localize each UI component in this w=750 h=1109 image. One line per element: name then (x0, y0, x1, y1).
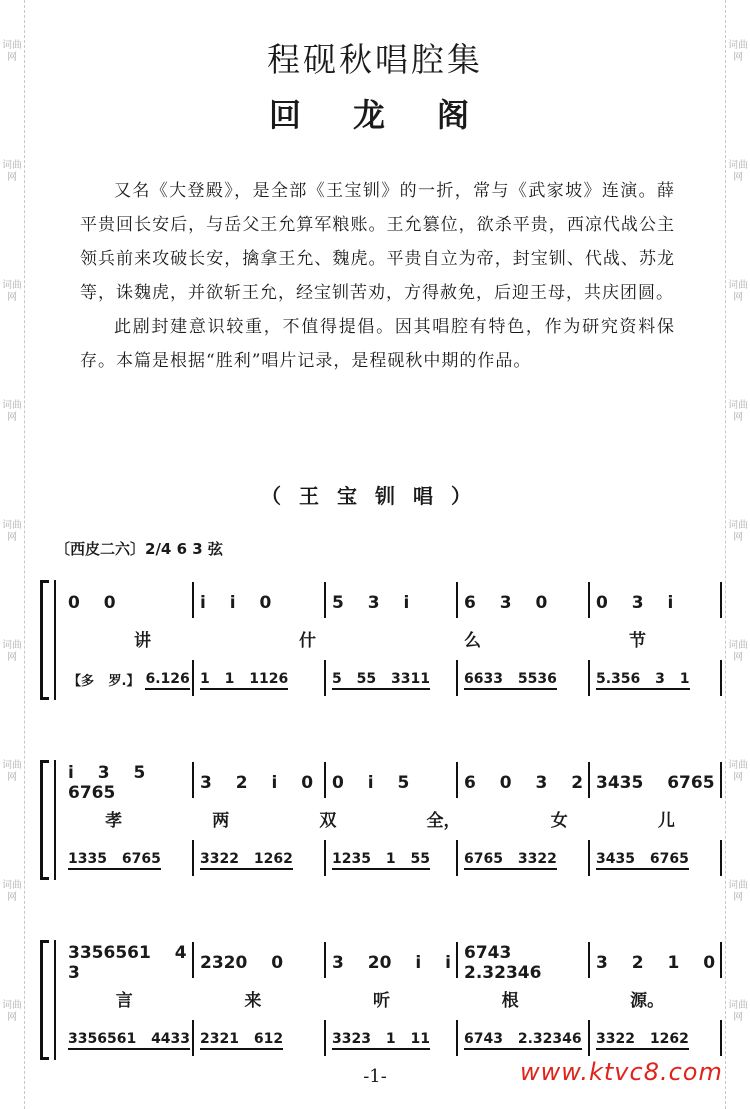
accompaniment-measure (588, 846, 720, 874)
accompaniment-notes: 6765 3322 (464, 851, 557, 870)
barline (720, 582, 722, 618)
melody-measure: 3 2 1 0 (596, 953, 716, 973)
page-title: 程砚秋唱腔集 (267, 40, 483, 79)
margin-mark: 词曲网 (728, 40, 748, 63)
melody-measure: i i 0 (200, 593, 272, 613)
accompaniment-notes: 5.356 3 1 (596, 671, 690, 690)
watermark: www.ktvc8.com (520, 1058, 723, 1086)
lyric-char: 儿 (657, 811, 675, 831)
accompaniment-measure (60, 1026, 192, 1054)
melody-measure: 5 3 i (332, 593, 410, 613)
melody-measure: 0 0 (68, 593, 116, 613)
lyric-char: 么 (464, 631, 481, 651)
accompaniment-notes: 2321 612 (200, 1031, 283, 1050)
lyric-char: 根 (501, 991, 519, 1011)
accompaniment-row (60, 1026, 720, 1054)
melody-measure: 6743 2.32346 (464, 943, 542, 983)
accompaniment-notes: 1235 1 55 (332, 851, 430, 870)
margin-mark: 词曲网 (2, 520, 22, 543)
system-inner-line (54, 760, 56, 880)
accompaniment-row (60, 666, 720, 694)
margin-mark: 词曲网 (728, 640, 748, 663)
margin-mark: 词曲网 (2, 400, 22, 423)
margin-mark: 词曲网 (2, 760, 22, 783)
melody-measure: 3 2 i 0 (200, 773, 314, 793)
lyric-char: 女 (550, 811, 568, 831)
accompaniment-notes: 3322 1262 (200, 851, 293, 870)
accompaniment-measure (192, 666, 324, 694)
accompaniment-notes: 1 1 1126 (200, 671, 288, 690)
margin-mark: 词曲网 (2, 1000, 22, 1023)
accompaniment-notes: 3322 1262 (596, 1031, 689, 1050)
accompaniment-notes: 6743 2.32346 (464, 1031, 582, 1050)
melody-row (60, 588, 720, 618)
lyric-char: 什 (299, 631, 316, 651)
lyric-char: 来 (244, 991, 262, 1011)
melody-measure: i 3 5 6765 (68, 763, 146, 803)
melody-measure: 3435 6765 (596, 773, 715, 793)
melody-row (60, 943, 720, 983)
score-system (40, 580, 720, 700)
lyric-row (60, 986, 720, 1012)
accompaniment-measure (456, 1026, 588, 1054)
right-margin-strip (725, 0, 750, 1109)
tempo-marking: 〔西皮二六〕2/4 6 3 弦 (55, 540, 223, 558)
score-system (40, 940, 720, 1060)
accompaniment-notes: 6.126 (145, 671, 189, 690)
accompaniment-measure (60, 846, 192, 874)
accompaniment-measure (456, 666, 588, 694)
system-bracket (40, 580, 49, 700)
piece-title: 回龙阁 (268, 96, 521, 134)
lyric-row (60, 626, 720, 652)
margin-mark: 词曲网 (728, 520, 748, 543)
margin-mark: 词曲网 (2, 40, 22, 63)
lyric-char: 双 (319, 811, 337, 831)
system-bracket (40, 760, 49, 880)
lyric-char: 源。 (630, 991, 665, 1011)
lyric-char: 听 (372, 991, 390, 1011)
margin-mark: 词曲网 (728, 400, 748, 423)
accompaniment-notes: 6633 5536 (464, 671, 557, 690)
score-system (40, 760, 720, 880)
margin-mark: 词曲网 (2, 160, 22, 183)
margin-mark: 词曲网 (2, 640, 22, 663)
melody-measure: 6 3 0 (464, 593, 548, 613)
margin-mark: 词曲网 (2, 280, 22, 303)
barline (720, 840, 722, 876)
margin-mark: 词曲网 (728, 280, 748, 303)
barline (720, 942, 722, 978)
lyric-char: 两 (212, 811, 230, 831)
melody-measure: 6 0 3 2 (464, 773, 584, 793)
lyric-char: 全， (426, 811, 461, 831)
barline (720, 762, 722, 798)
accompaniment-notes: 1335 6765 (68, 851, 161, 870)
melody-measure: 2320 0 (200, 953, 284, 973)
accompaniment-measure (324, 846, 456, 874)
lyric-row (60, 806, 720, 832)
melody-measure: 0 3 i (596, 593, 674, 613)
accompaniment-measure (324, 1026, 456, 1054)
accompaniment-notes: 5 55 3311 (332, 671, 430, 690)
left-margin-strip (0, 0, 25, 1109)
intro-text (80, 174, 675, 378)
barline (720, 1020, 722, 1056)
melody-measure: 3 20 i i (332, 953, 451, 973)
accompaniment-notes: 3323 1 11 (332, 1031, 430, 1050)
margin-mark: 词曲网 (728, 1000, 748, 1023)
lyric-char: 讲 (134, 631, 151, 651)
intro-paragraph: 又名《大登殿》，是全部《王宝钏》的一折，常与《武家坡》连演。薛平贵回长安后，与岳父王允算军粮账。王允篡位，欲杀平贵，西凉代战公主领兵前来攻破长安，擒拿王允、魏虎。平贵自立为帝，封宝钏、代战、苏龙等，诛魏虎，并欲斩王允，经宝钏苦劝，方得赦免，后迎王母，共庆团圆。 (80, 181, 675, 303)
accompaniment-measure (588, 1026, 720, 1054)
page-number: -1- (363, 1066, 387, 1087)
accompaniment-notes: 3356561 4433 (68, 1031, 190, 1050)
margin-mark: 词曲网 (728, 760, 748, 783)
barline (720, 660, 722, 696)
melody-measure: 0 i 5 (332, 773, 410, 793)
accompaniment-measure (456, 846, 588, 874)
margin-mark: 词曲网 (728, 160, 748, 183)
accompaniment-label: 【多 罗.】 (68, 674, 140, 689)
system-inner-line (54, 940, 56, 1060)
singer-label: （王宝钏唱） (261, 484, 489, 508)
accompaniment-measure (192, 1026, 324, 1054)
lyric-char: 言 (115, 991, 133, 1011)
accompaniment-notes: 3435 6765 (596, 851, 689, 870)
accompaniment-measure (192, 846, 324, 874)
system-bracket (40, 940, 49, 1060)
margin-mark: 词曲网 (2, 880, 22, 903)
accompaniment-measure (324, 666, 456, 694)
accompaniment-measure (60, 666, 192, 694)
accompaniment-measure (588, 666, 720, 694)
lyric-char: 孝 (105, 811, 123, 831)
intro-paragraph: 此剧封建意识较重，不值得提倡。因其唱腔有特色，作为研究资料保存。本篇是根据“胜利”唱片记录，是程砚秋中期的作品。 (80, 317, 675, 371)
margin-mark: 词曲网 (728, 880, 748, 903)
system-inner-line (54, 580, 56, 700)
melody-row (60, 763, 720, 803)
melody-measure: 3356561 4 3 (68, 943, 187, 983)
lyric-char: 节 (629, 631, 646, 651)
accompaniment-row (60, 846, 720, 874)
